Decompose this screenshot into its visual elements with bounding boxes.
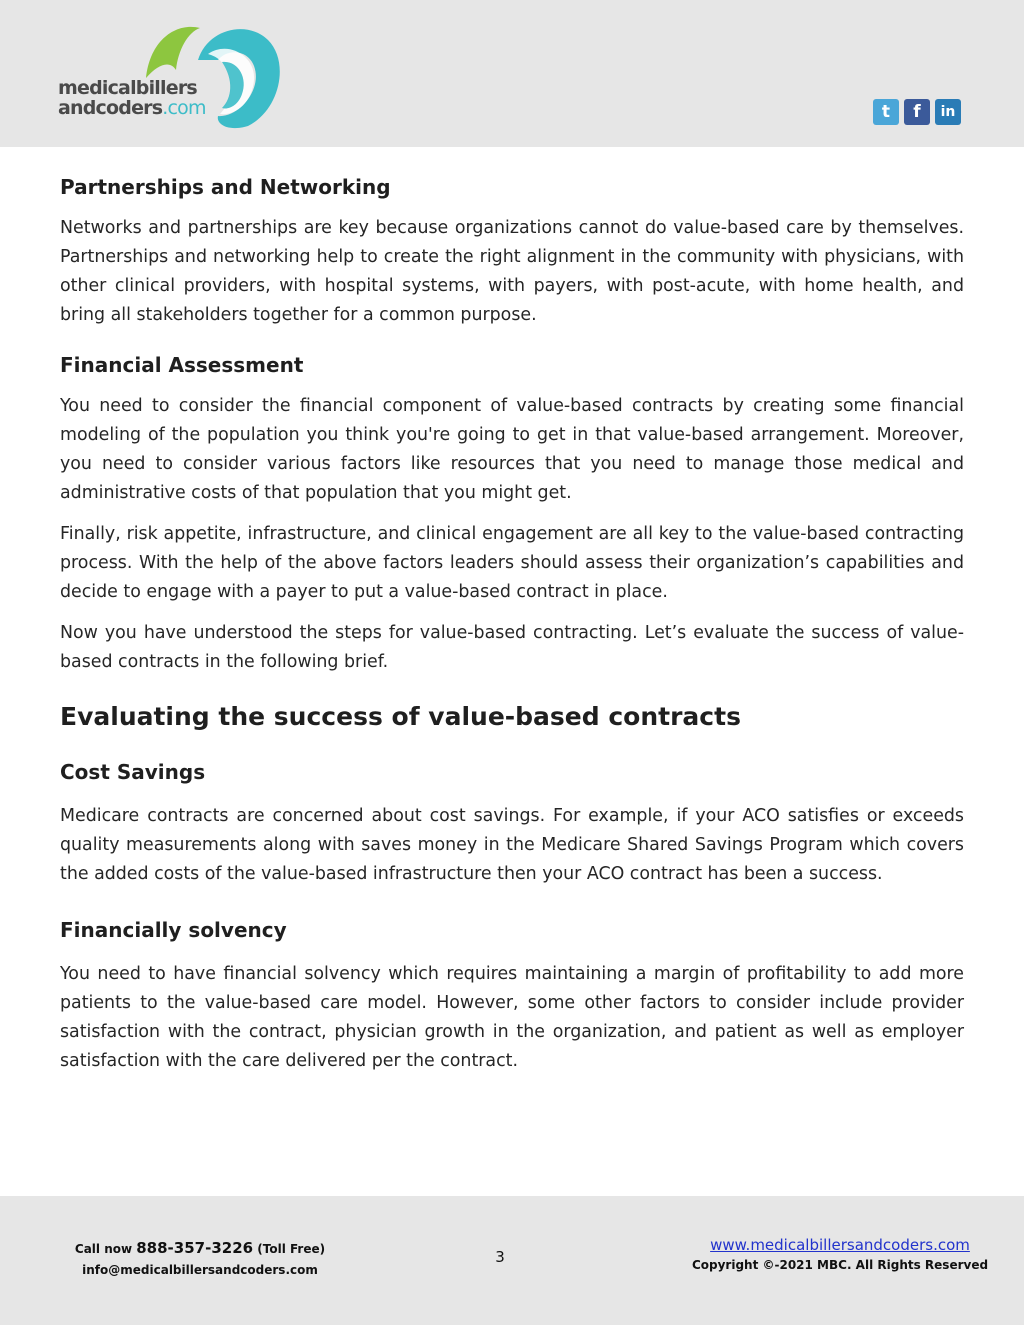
twitter-icon[interactable]: t: [873, 99, 899, 125]
phone-line: [60, 1239, 340, 1257]
logo-line2: [58, 98, 206, 118]
facebook-icon[interactable]: f: [904, 99, 930, 125]
paragraph: You need to have financial solvency which requires maintaining a margin of profitability to add more patients to the value-based care model. However, some other factors to consider include provider satisfaction with the contract, physician growth in the organization, and patient as well as employer satisfaction with the care delivered per the contract.: [60, 964, 964, 1071]
page-footer: [0, 1196, 1024, 1325]
website-link[interactable]: www.medicalbillersandcoders.com: [710, 1236, 970, 1254]
contact-info: [60, 1239, 340, 1277]
section-heading-financial-assessment: Financial Assessment: [60, 353, 304, 377]
social-links: [873, 99, 961, 125]
paragraph: Medicare contracts are concerned about cost savings. For example, if your ACO satisfies or exceeds quality measurements along with saves money in the Medicare Shared Savings Program which covers the added costs of the value-based infrastructure then your ACO contract has been a success.: [60, 806, 964, 884]
page-number: 3: [495, 1248, 505, 1266]
paragraph: You need to consider the financial component of value-based contracts by creating some financial modeling of the population you think you're going to get in that value-based arrangement. Moreover, you need to consider various factors like resources that you need to manage those medical and administrative costs of that population that you might get.: [60, 396, 964, 503]
company-logo[interactable]: [58, 20, 290, 132]
logo-line2-main: andcoders: [58, 97, 163, 119]
logo-line1: medicalbillers: [58, 77, 197, 99]
paragraph: Finally, risk appetite, infrastructure, and clinical engagement are all key to the value-based contracting process. With the help of the above factors leaders should assess their organization’s capabilities and decide to engage with a payer to put a value-based contract in place.: [60, 524, 964, 602]
logo-wordmark: [58, 78, 206, 118]
main-heading: Evaluating the success of value-based contracts: [60, 702, 741, 731]
linkedin-icon[interactable]: in: [935, 99, 961, 125]
page-header: [0, 0, 1024, 147]
copyright-text: Copyright ©-2021 MBC. All Rights Reserved: [691, 1258, 989, 1272]
toll-free-label: (Toll Free): [253, 1242, 326, 1256]
logo-line2-domain: .com: [162, 97, 206, 119]
section-heading-cost-savings: Cost Savings: [60, 760, 206, 784]
site-info: [690, 1236, 990, 1272]
phone-number[interactable]: 888-357-3226: [136, 1239, 254, 1257]
paragraph: Networks and partnerships are key because organizations cannot do value-based care by themselves. Partnerships and networking help to create the right alignment in the community with physicians, with other clinical providers, with hospital systems, with payers, with post-acute, with home health, and bring all stakeholders together for a common purpose.: [60, 218, 964, 325]
paragraph: Now you have understood the steps for value-based contracting. Let’s evaluate the success of value-based contracts in the following brief.: [60, 623, 964, 672]
document-body: [60, 170, 964, 1076]
section-heading-partnerships: Partnerships and Networking: [60, 175, 391, 199]
call-prefix: Call now: [74, 1242, 137, 1256]
email-address[interactable]: info@medicalbillersandcoders.com: [82, 1263, 318, 1277]
section-heading-financial-solvency: Financially solvency: [60, 918, 287, 942]
